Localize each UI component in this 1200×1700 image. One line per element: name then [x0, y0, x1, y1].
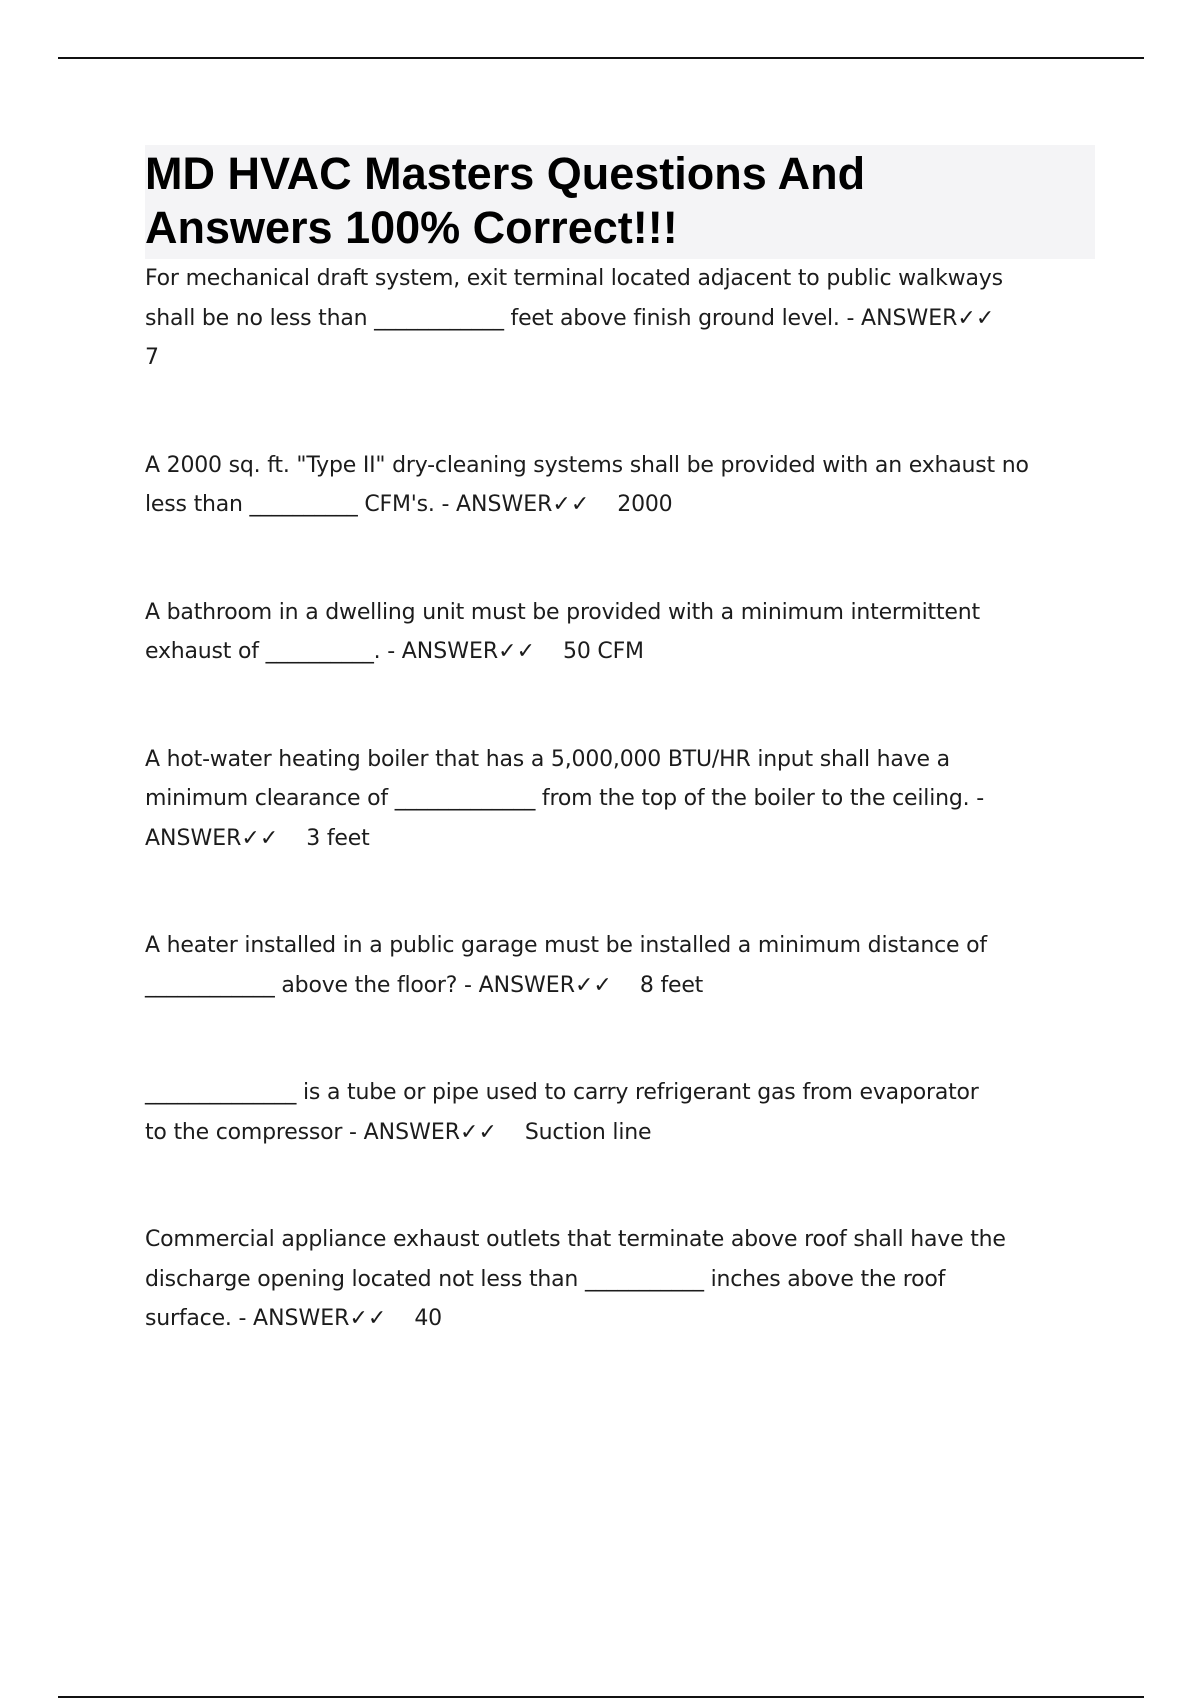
- answer-marker: ANSWER✓✓: [401, 639, 536, 664]
- answer-marker: ANSWER✓✓: [253, 1306, 387, 1331]
- title-line-1: MD HVAC Masters Questions And: [145, 148, 866, 199]
- bottom-rule: [58, 1696, 1144, 1698]
- question-5-text: ____________ above the floor? -: [145, 972, 479, 998]
- document-body: [145, 145, 1095, 1339]
- question-4-line-1: A hot-water heating boiler that has a 5,000,000 BTU/HR input shall have a: [145, 746, 950, 772]
- answer-value: Suction line: [524, 1119, 652, 1145]
- question-3-line-2: [145, 632, 1095, 672]
- question-1-line-2: [145, 299, 1095, 339]
- question-4: [145, 740, 1095, 859]
- question-7: [145, 1220, 1095, 1339]
- question-6-line-1: ______________ is a tube or pipe used to carry refrigerant gas from evaporator: [145, 1080, 979, 1105]
- question-6-line-2: [145, 1113, 1095, 1153]
- question-2-line-1: A 2000 sq. ft. "Type II" dry-cleaning systems shall be provided with an exhaust no: [145, 452, 1029, 478]
- question-3-text: exhaust of __________. -: [145, 639, 402, 664]
- question-6-text: to the compressor -: [145, 1119, 364, 1145]
- question-2-text: less than __________ CFM's. -: [145, 492, 456, 517]
- question-7-line-3: [145, 1299, 1095, 1339]
- answer-marker: ANSWER✓✓: [455, 492, 590, 517]
- question-4-line-3: [145, 819, 1095, 859]
- question-2-line-2: [145, 485, 1095, 525]
- answer-value: 40: [414, 1306, 442, 1331]
- question-7-line-2: discharge opening located not less than ___________ inches above the roof: [145, 1266, 946, 1292]
- answer-value: 2000: [617, 492, 673, 517]
- answer-value: 50 CFM: [563, 639, 644, 664]
- question-7-line-1: Commercial appliance exhaust outlets that terminate above roof shall have the: [145, 1227, 1006, 1252]
- answer-value: 8 feet: [639, 972, 704, 998]
- question-1-answer-line: [145, 338, 1095, 378]
- answer-value: 7: [145, 345, 159, 370]
- question-7-text: surface. -: [145, 1306, 254, 1331]
- title-line-2: Answers 100% Correct!!!: [145, 202, 678, 253]
- question-3: [145, 593, 1095, 672]
- question-4-line-2: minimum clearance of _____________ from the top of the boiler to the ceiling. -: [145, 786, 984, 811]
- question-3-line-1: A bathroom in a dwelling unit must be provided with a minimum intermittent: [145, 599, 980, 625]
- question-1: [145, 259, 1095, 378]
- answer-marker: ANSWER✓✓: [861, 305, 995, 331]
- answer-marker: ANSWER✓✓: [145, 825, 279, 851]
- question-2: [145, 446, 1095, 525]
- answer-value: 3 feet: [306, 825, 370, 851]
- answer-marker: ANSWER✓✓: [478, 972, 612, 998]
- question-1-line-1: For mechanical draft system, exit terminal located adjacent to public walkways: [145, 266, 1003, 291]
- top-rule: [58, 57, 1144, 59]
- document-title: [145, 145, 1095, 259]
- question-5-line-2: [145, 966, 1095, 1006]
- question-5: [145, 926, 1095, 1005]
- question-6: [145, 1073, 1095, 1152]
- answer-marker: ANSWER✓✓: [363, 1119, 497, 1145]
- question-1-text: shall be no less than ____________ feet above finish ground level. -: [145, 305, 862, 331]
- question-5-line-1: A heater installed in a public garage must be installed a minimum distance of: [145, 933, 987, 958]
